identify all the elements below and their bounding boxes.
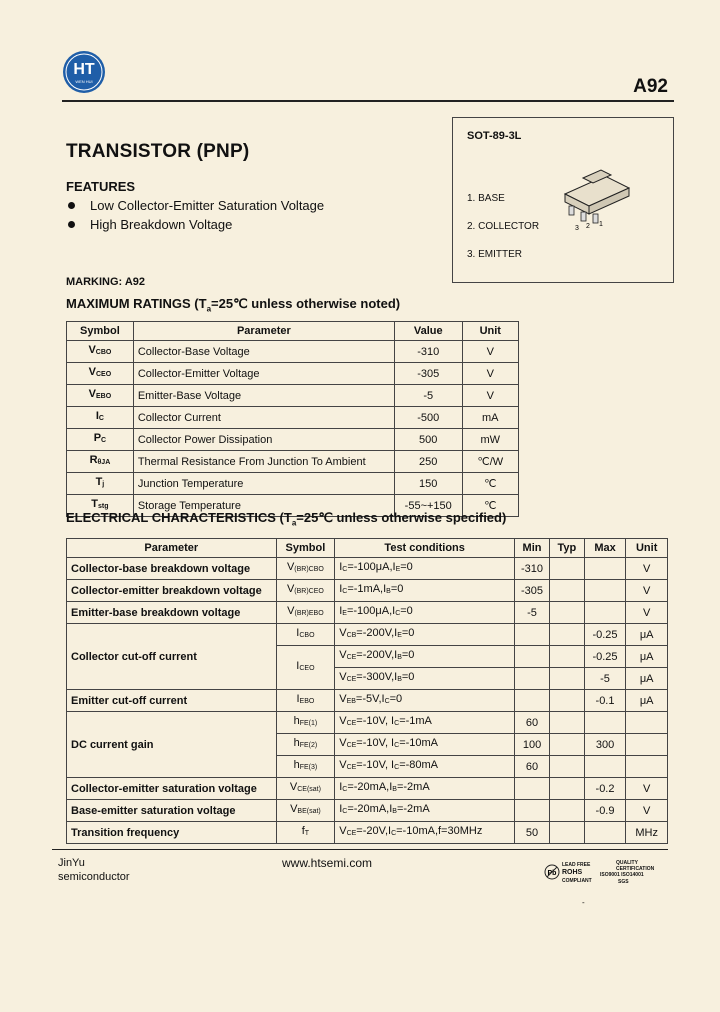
feature-item [66,198,324,213]
max-cell [584,558,626,580]
part-number: A92 [633,76,668,97]
typ-cell [549,646,584,668]
svg-text:Pb: Pb [547,870,557,877]
parameter-cell: Collector Power Dissipation [133,429,394,451]
max-cell: -0.1 [584,690,626,712]
max-cell: 300 [584,734,626,756]
table-row [67,429,519,451]
symbol-cell: $V_{(BR)CEO}$ [276,580,335,602]
certification-marks: Pb LEAD FREE ROHS COMPLIANT QUALITY CERTIFICATION ISO9001 ISO14001 SGS [544,860,674,890]
unit-cell [626,712,668,734]
electrical-heading: ELECTRICAL CHARACTERISTICS ($T_a=25℃$ unless otherwise specified) [66,510,507,528]
unit-cell: μA [626,690,668,712]
condition-cell: $I_C=-1mA,I_B=0$ [335,580,515,602]
parameter-cell: Collector-base breakdown voltage [67,558,277,580]
value-cell: -305 [394,363,462,385]
value-cell: -5 [394,385,462,407]
page-title: TRANSISTOR (PNP) [66,141,250,162]
min-cell [515,646,550,668]
condition-cell: $V_{CE}=-20V,I_C=-10mA,f=30MHz$ [335,822,515,844]
footer-brand: JinYu semiconductor [58,857,130,883]
unit-cell: V [626,580,668,602]
header-rule [62,100,674,102]
table-row [67,712,668,734]
parameter-cell: Collector-Base Voltage [133,341,394,363]
symbol-cell: $V_{(BR)CBO}$ [276,558,335,580]
symbol-cell: $I_{CEO}$ [276,646,335,690]
table-row [67,602,668,624]
symbol-cell: $T_{stg}$ [67,495,134,517]
table-row [67,407,519,429]
pin-label: 2. COLLECTOR [467,221,540,232]
symbol-cell: $V_{CEO}$ [67,363,134,385]
unit-cell: V [462,363,518,385]
symbol-cell: $V_{EBO}$ [67,385,134,407]
typ-cell [549,712,584,734]
symbol-cell: $V_{CE(sat)}$ [276,778,335,800]
value-cell: 500 [394,429,462,451]
parameter-cell: Thermal Resistance From Junction To Ambient [133,451,394,473]
typ-cell [549,822,584,844]
symbol-cell: $I_C$ [67,407,134,429]
max-cell: -5 [584,668,626,690]
condition-cell: $V_{CE}=-10V$, $I_C=-10mA$ [335,734,515,756]
max-cell [584,822,626,844]
min-cell: -305 [515,580,550,602]
unit-cell: V [626,558,668,580]
parameter-cell: Collector-emitter breakdown voltage [67,580,277,602]
max-cell: -0.25 [584,646,626,668]
min-cell [515,668,550,690]
symbol-cell: $f_T$ [276,822,335,844]
condition-cell: $I_C=-20mA,I_B=-2mA$ [335,778,515,800]
table-row [67,690,668,712]
parameter-cell: Collector Current [133,407,394,429]
typ-cell [549,624,584,646]
value-cell: -310 [394,341,462,363]
unit-cell: μA [626,668,668,690]
condition-cell: $I_E=-100\mu A,I_C=0$ [335,602,515,624]
logo-text: HT [73,61,95,78]
unit-cell: V [462,385,518,407]
parameter-cell: Base-emitter saturation voltage [67,800,277,822]
typ-cell [549,800,584,822]
company-logo [62,50,106,94]
pin-number: 2 [586,223,590,230]
bullet-icon [68,221,75,228]
table-row [67,822,668,844]
table-row [67,624,668,646]
unit-cell: V [626,800,668,822]
unit-cell [626,756,668,778]
condition-cell: $V_{EB}=-5V,I_C=0$ [335,690,515,712]
logo-subtext: WEN HUI [75,79,93,84]
footer-url[interactable]: www.htsemi.com [282,856,373,870]
pin-label: 1. BASE [467,193,505,204]
lead-free-icon [544,864,560,880]
min-cell: 60 [515,756,550,778]
typ-cell [549,558,584,580]
table-row [67,558,668,580]
symbol-cell: $V_{CBO}$ [67,341,134,363]
parameter-cell: Collector cut-off current [67,624,277,690]
max-cell [584,756,626,778]
unit-cell: ℃ [462,473,518,495]
package-box [452,117,674,283]
features-heading: FEATURES [66,179,136,194]
parameter-cell: Junction Temperature [133,473,394,495]
typ-cell [549,602,584,624]
symbol-cell: $V_{(BR)EBO}$ [276,602,335,624]
unit-cell: mW [462,429,518,451]
typ-cell [549,690,584,712]
condition-cell: $I_C=-20mA,I_B=-2mA$ [335,800,515,822]
symbol-cell: $I_{EBO}$ [276,690,335,712]
unit-cell: ℃ [462,495,518,517]
symbol-cell: $I_{CBO}$ [276,624,335,646]
typ-cell [549,580,584,602]
parameter-cell: Emitter-base breakdown voltage [67,602,277,624]
value-cell: 150 [394,473,462,495]
symbol-cell: $R_{\theta JA}$ [67,451,134,473]
min-cell: -310 [515,558,550,580]
max-cell [584,602,626,624]
max-cell [584,580,626,602]
value-cell: 250 [394,451,462,473]
parameter-cell: Storage Temperature [133,495,394,517]
condition-cell: $V_{CE}=-10V$, $I_C=-1mA$ [335,712,515,734]
parameter-cell: Collector-Emitter Voltage [133,363,394,385]
unit-cell: mA [462,407,518,429]
value-cell: -500 [394,407,462,429]
feature-text: Low Collector-Emitter Saturation Voltage [90,198,325,213]
condition-cell: $V_{CB}=-200V,I_E=0$ [335,624,515,646]
parameter-cell: DC current gain [67,712,277,778]
max-cell: -0.9 [584,800,626,822]
max-cell: -0.25 [584,624,626,646]
table-row [67,385,519,407]
symbol-cell: $V_{BE(sat)}$ [276,800,335,822]
table-row [67,800,668,822]
marking: MARKING: A92 [66,276,146,288]
parameter-cell: Collector-emitter saturation voltage [67,778,277,800]
unit-cell: V [626,778,668,800]
table-row [67,473,519,495]
footer-dash: - [582,898,585,907]
package-drawing [545,152,645,232]
max-cell [584,712,626,734]
min-cell: 100 [515,734,550,756]
table-row [67,778,668,800]
parameter-cell: Emitter cut-off current [67,690,277,712]
symbol-cell: $h_{FE(1)}$ [276,712,335,734]
unit-cell: ℃/W [462,451,518,473]
min-cell [515,800,550,822]
typ-cell [549,668,584,690]
max-ratings-heading: MAXIMUM RATINGS ($T_a=25℃$ unless otherwise noted) [66,296,401,314]
unit-cell: V [626,602,668,624]
min-cell: 50 [515,822,550,844]
parameter-cell: Emitter-Base Voltage [133,385,394,407]
table-row [67,341,519,363]
feature-text: High Breakdown Voltage [90,217,233,232]
symbol-cell: $h_{FE(2)}$ [276,734,335,756]
typ-cell [549,778,584,800]
bullet-icon [68,202,75,209]
footer-rule [52,849,668,850]
condition-cell: $I_C=-100\mu A,I_E=0$ [335,558,515,580]
electrical-table [66,538,668,844]
min-cell: 60 [515,712,550,734]
condition-cell: $V_{CE}=-200V,I_B=0$ [335,646,515,668]
condition-cell: $V_{CE}=-300V,I_B=0$ [335,668,515,690]
typ-cell [549,734,584,756]
unit-cell: μA [626,624,668,646]
pin-number: 3 [575,225,579,232]
unit-cell: MHz [626,822,668,844]
table-header-row: Parameter Symbol Test conditions Min Typ Max Unit [67,539,668,558]
table-row [67,363,519,385]
parameter-cell: Transition frequency [67,822,277,844]
symbol-cell: $h_{FE(3)}$ [276,756,335,778]
symbol-cell: $T_j$ [67,473,134,495]
unit-cell: μA [626,646,668,668]
typ-cell [549,756,584,778]
table-header-row: Symbol Parameter Value Unit [67,322,519,341]
pin-number: 1 [599,221,603,228]
table-row [67,451,519,473]
unit-cell: V [462,341,518,363]
condition-cell: $V_{CE}=-10V$, $I_C=-80mA$ [335,756,515,778]
max-cell: -0.2 [584,778,626,800]
max-ratings-table [66,321,519,517]
symbol-cell: $P_C$ [67,429,134,451]
feature-item [66,217,232,232]
pin-label: 3. EMITTER [467,249,523,260]
unit-cell [626,734,668,756]
min-cell [515,690,550,712]
min-cell [515,778,550,800]
min-cell: -5 [515,602,550,624]
table-row [67,580,668,602]
value-cell: -55~+150 [394,495,462,517]
package-title: SOT-89-3L [467,130,522,142]
min-cell [515,624,550,646]
